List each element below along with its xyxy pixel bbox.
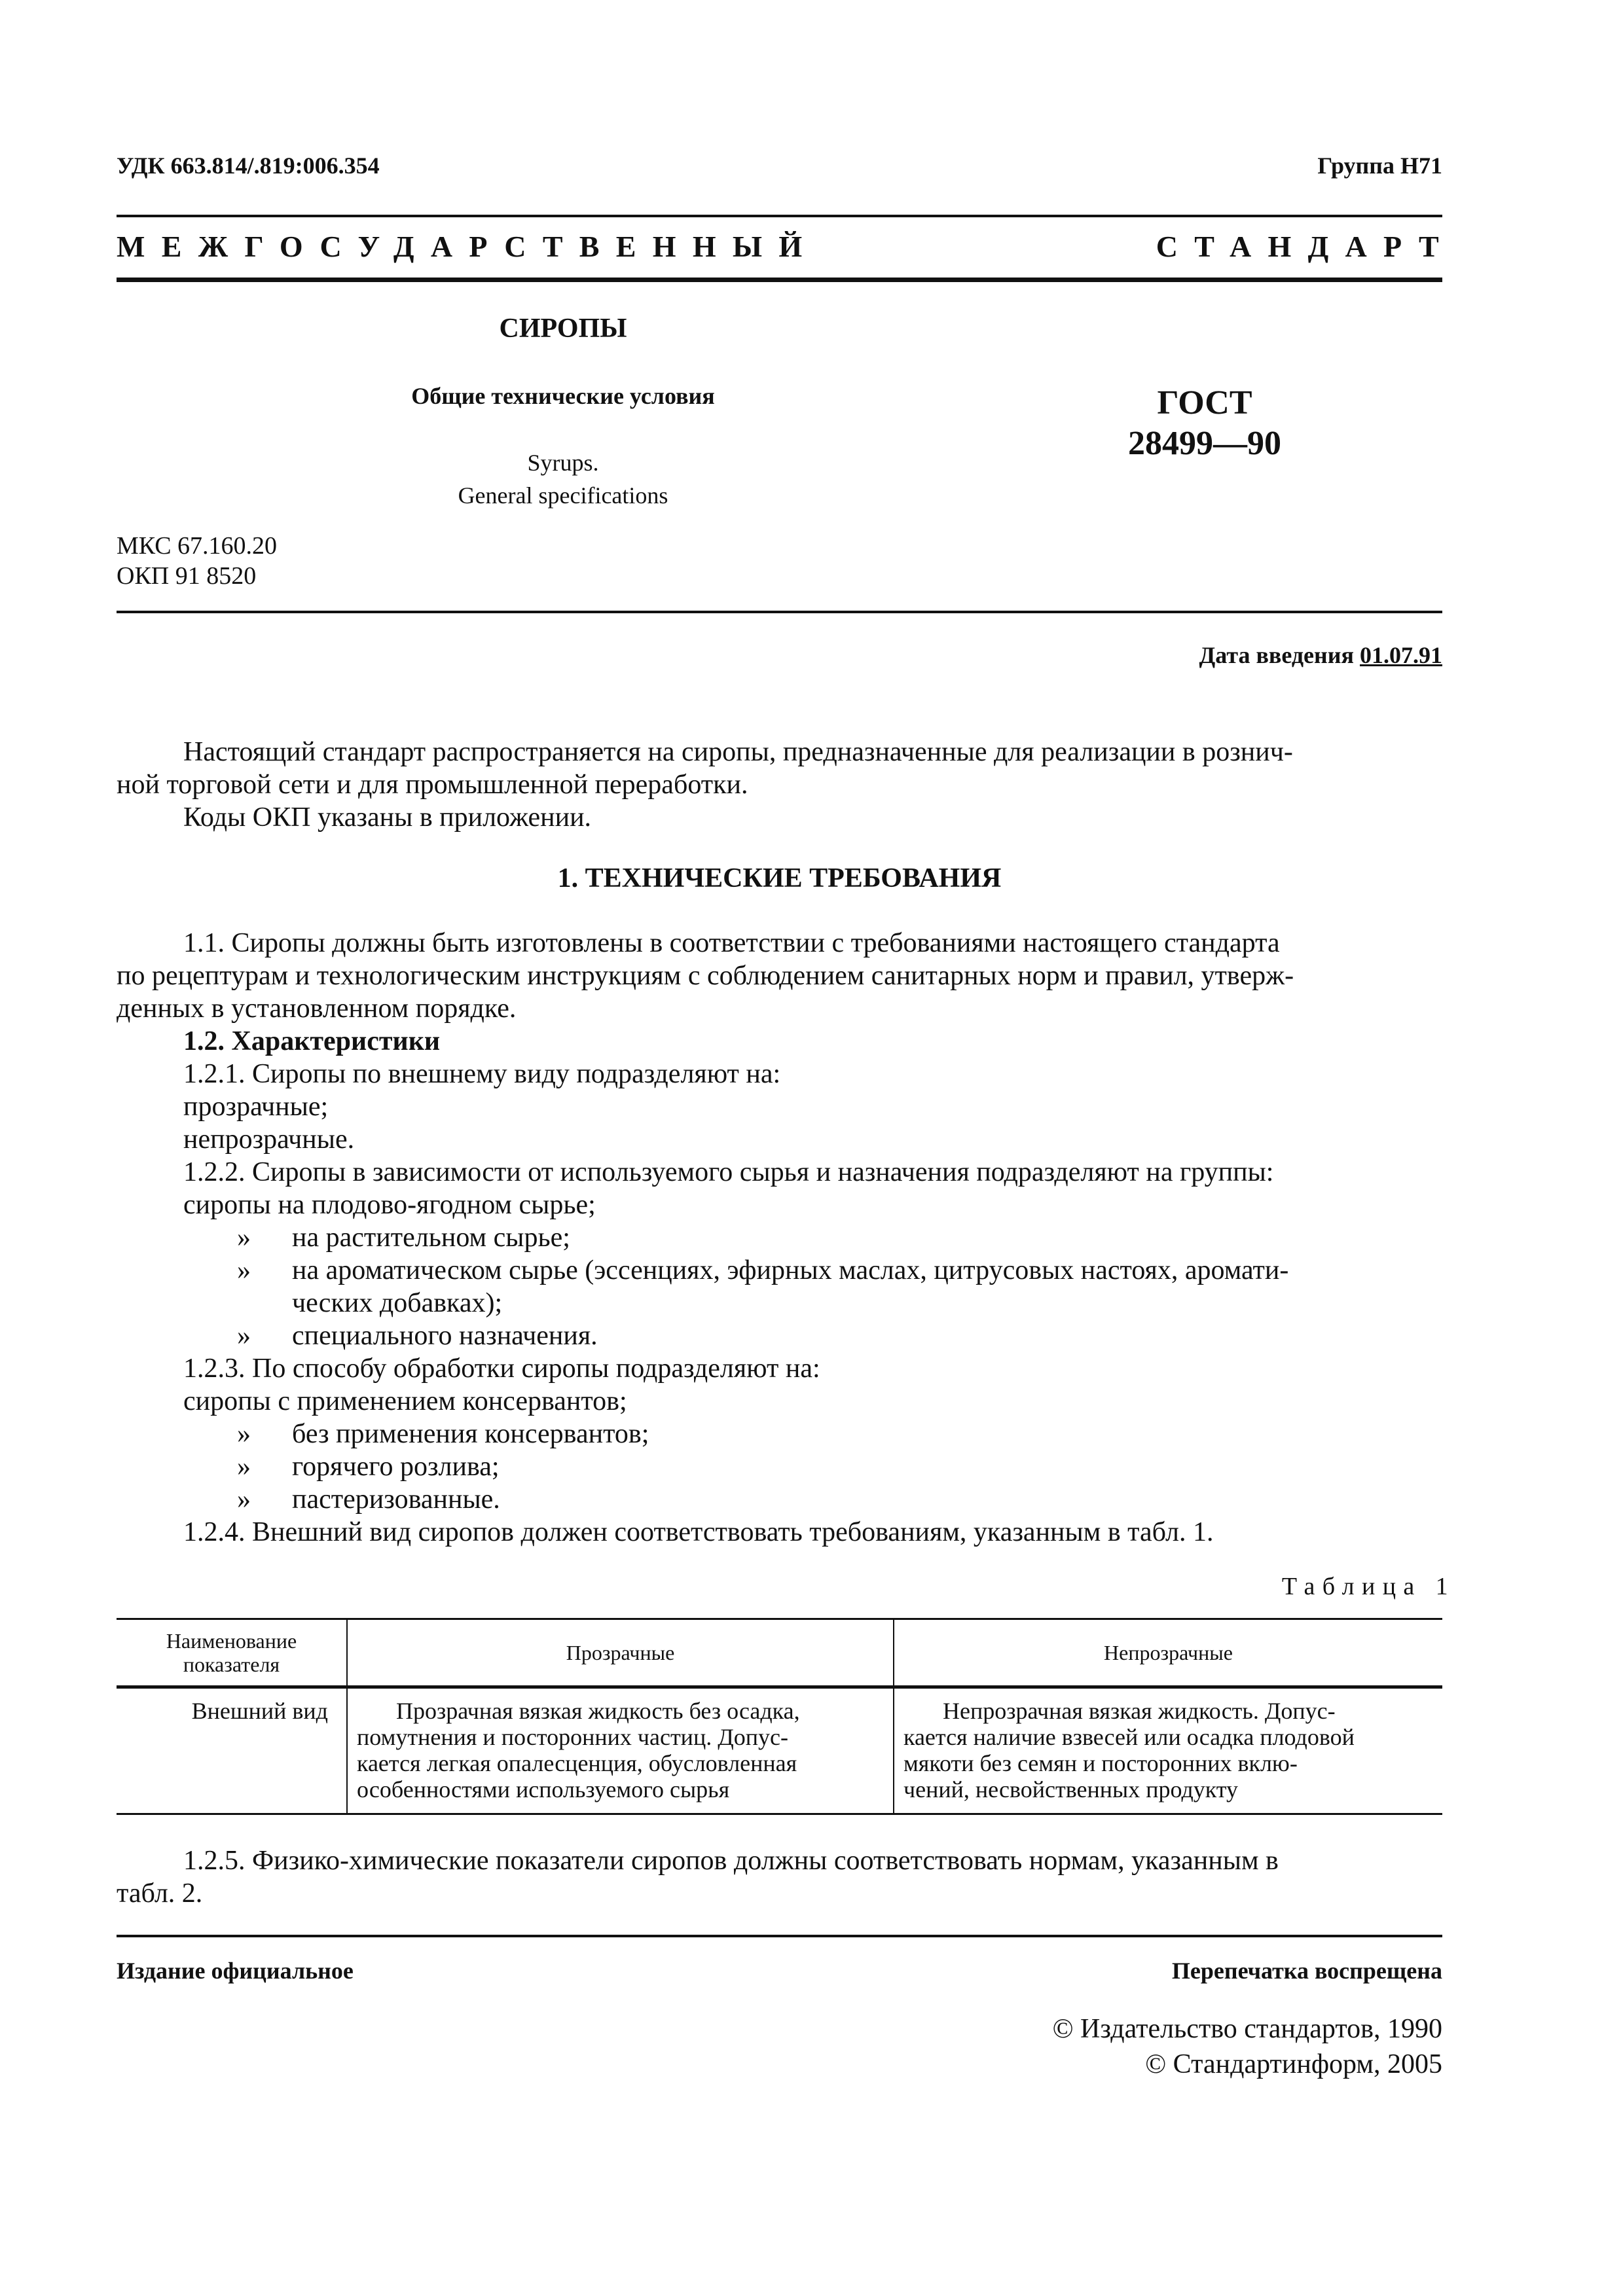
doc-subtitle: Общие технические условия — [411, 383, 715, 409]
p11-line2: по рецептурам и технологическим инструкциям с соблюдением санитарных норм и правил, утверж- — [117, 961, 1294, 991]
official-edition: Издание официальное — [117, 1958, 354, 1984]
reprint-notice: Перепечатка воспрещена — [1171, 1958, 1442, 1984]
table-row-label: Внешний вид — [117, 1687, 347, 1814]
top-rule — [117, 215, 1442, 217]
p123: 1.2.3. По способу обработки сиропы подразделяют на: — [183, 1354, 820, 1384]
p121: 1.2.1. Сиропы по внешнему виду подразделяют на: — [183, 1059, 781, 1089]
p122-a: сиропы на плодово-ягодном сырье; — [183, 1190, 596, 1220]
mks-code: МКС 67.160.20 — [117, 532, 278, 560]
ditto-mark: » — [237, 1419, 251, 1449]
cell-line: кается легкая опалесценция, обусловленная — [357, 1750, 797, 1776]
p123-d: пастеризованные. — [292, 1484, 500, 1515]
preamble-line3: Коды ОКП указаны в приложении. — [183, 802, 592, 833]
ditto-mark: » — [237, 1255, 251, 1285]
p121-a: прозрачные; — [183, 1092, 329, 1122]
preamble-line2: ной торговой сети и для промышленной переработки. — [117, 770, 748, 800]
udk-code: УДК 663.814/.819:006.354 — [117, 152, 380, 179]
cell-line: Прозрачная вязкая жидкость без осадка, — [396, 1698, 800, 1724]
p122-b: на растительном сырье; — [292, 1223, 570, 1253]
gost-label: ГОСТ — [1157, 384, 1252, 422]
copyright-1990: © Издательство стандартов, 1990 — [1052, 2014, 1442, 2044]
p122-d: специального назначения. — [292, 1321, 598, 1351]
okp-code: ОКП 91 8520 — [117, 562, 257, 590]
ditto-mark: » — [237, 1452, 251, 1482]
english-title-line2: General specifications — [458, 482, 668, 509]
cell-line: чений, несвойственных продукту — [903, 1776, 1239, 1803]
preamble-line1: Настоящий стандарт распространяется на сиропы, предназначенные для реализации в рознич- — [183, 737, 1293, 767]
intro-date-value: 01.07.91 — [1360, 642, 1442, 668]
table-header-transparent: Прозрачные — [347, 1619, 894, 1687]
p125-line2: табл. 2. — [117, 1878, 203, 1909]
table-1 — [117, 1618, 1442, 1815]
english-title-line1: Syrups. — [527, 450, 599, 476]
p122: 1.2.2. Сиропы в зависимости от используемого сырья и назначения подразделяют на группы: — [183, 1157, 1274, 1187]
ditto-mark: » — [237, 1484, 251, 1515]
table-header-indicator: Наименование показателя — [117, 1619, 347, 1687]
banner-interstate: МЕЖГОСУДАРСТВЕННЫЙ — [117, 230, 819, 263]
table-cell-opaque — [894, 1687, 1442, 1814]
group-code: Группа Н71 — [1317, 152, 1442, 179]
cell-line: Непрозрачная вязкая жидкость. Допус- — [943, 1698, 1336, 1724]
p121-b: непрозрачные. — [183, 1124, 355, 1155]
p123-b: без применения консервантов; — [292, 1419, 649, 1449]
cell-line: помутнения и посторонних частиц. Допус- — [357, 1724, 789, 1750]
p122-c2: ческих добавках); — [292, 1288, 503, 1318]
p125-line1: 1.2.5. Физико-химические показатели сиропов должны соответствовать нормам, указанным в — [183, 1846, 1279, 1876]
p11-line3: денных в установленном порядке. — [117, 994, 517, 1024]
intro-date-label: Дата введения — [1199, 642, 1354, 668]
p12-heading: 1.2. Характеристики — [183, 1026, 441, 1056]
table-header-opaque: Непрозрачные — [1104, 1641, 1233, 1664]
footer-rule — [117, 1935, 1442, 1937]
doc-title: СИРОПЫ — [499, 314, 627, 344]
p123-c: горячего розлива; — [292, 1452, 500, 1482]
banner-standard: СТАНДАРТ — [1156, 230, 1455, 263]
ditto-mark: » — [237, 1321, 251, 1351]
intro-date — [1199, 641, 1443, 669]
cell-line: особенностями используемого сырья — [357, 1776, 730, 1803]
p11-line1: 1.1. Сиропы должны быть изготовлены в соответствии с требованиями настоящего стандарта — [183, 928, 1280, 958]
section-heading: 1. ТЕХНИЧЕСКИЕ ТРЕБОВАНИЯ — [557, 863, 1002, 893]
gost-number: 28499—90 — [1128, 425, 1281, 462]
p123-a: сиропы с применением консервантов; — [183, 1386, 627, 1416]
title-rule — [117, 611, 1442, 613]
ditto-mark: » — [237, 1223, 251, 1253]
banner-rule — [117, 278, 1442, 282]
table-caption: Таблица 1 — [1281, 1573, 1455, 1600]
cell-line: мякоти без семян и посторонних вклю- — [903, 1750, 1298, 1776]
copyright-2005: © Стандартинформ, 2005 — [1145, 2049, 1442, 2079]
p124: 1.2.4. Внешний вид сиропов должен соответствовать требованиям, указанным в табл. 1. — [183, 1517, 1214, 1547]
p122-c1: на ароматическом сырье (эссенциях, эфирных маслах, цитрусовых настоях, аромати- — [292, 1255, 1289, 1285]
table-cell-transparent — [347, 1687, 894, 1814]
cell-line: кается наличие взвесей или осадка плодовой — [903, 1724, 1355, 1750]
